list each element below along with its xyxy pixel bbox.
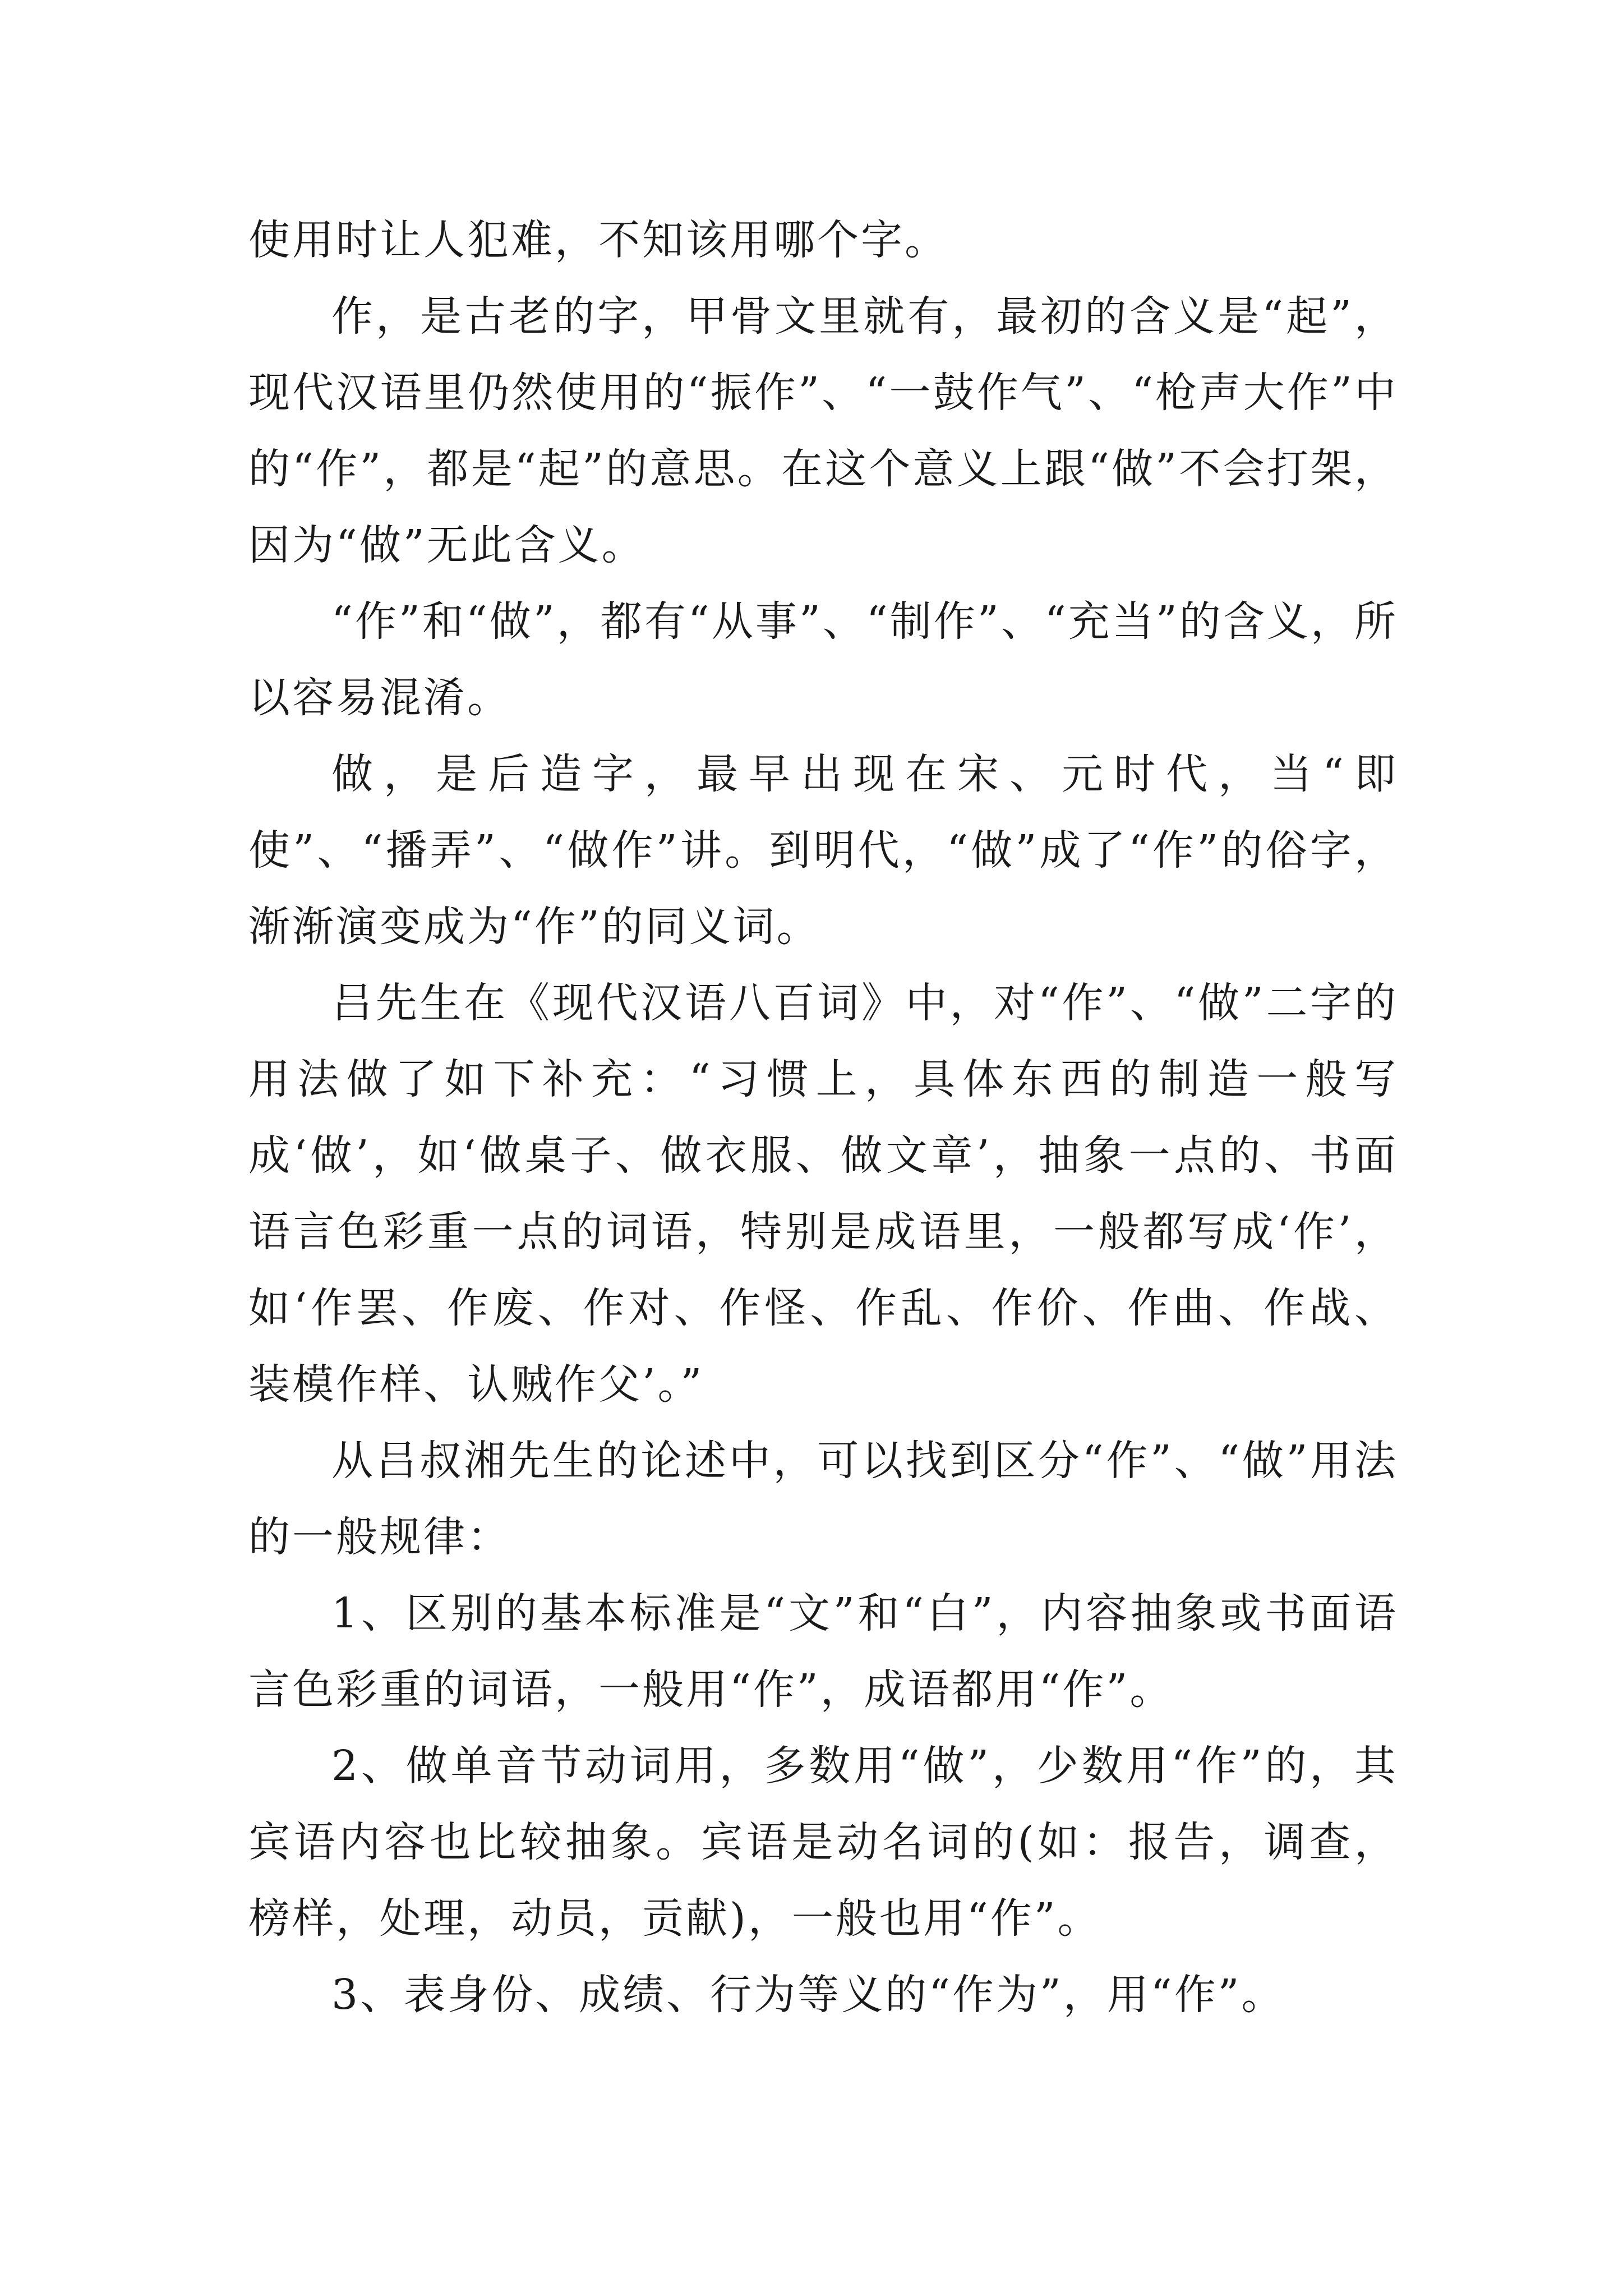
paragraph-rule-3: 3、表身份、成绩、行为等义的“作为”，用“作”。 bbox=[331, 1971, 1285, 2019]
paragraph-rule-2: 2、做单音节动词用，多数用“做”，少数用“作”的，其宾语内容也比较抽象。宾语是动名词的(如：报告，调查，榜样，处理，动员，贡献)，一般也用“作”。 bbox=[248, 1742, 1398, 1943]
paragraph-lv-quote: 吕先生在《现代汉语八百词》中，对“作”、“做”二字的用法做了如下补充：“习惯上，具体东西的制造一般写成‘做’，如‘做桌子、做衣服、做文章’，抽象一点的、书面语言色彩重一点的词语，特别是成语里，一般都写成‘作’，如‘作罢、作废、作对、作怪、作乱、作价、作曲、作战、装模作样、认贼作父’。” bbox=[248, 979, 1398, 1409]
paragraph-zuo-origin: 作，是古老的字，甲骨文里就有，最初的含义是“起”，现代汉语里仍然使用的“振作”、“一鼓作气”、“枪声大作”中的“作”，都是“起”的意思。在这个意义上跟“做”不会打架，因为“做”无此含义。 bbox=[248, 292, 1398, 569]
paragraph-rule-1: 1、区别的基本标准是“文”和“白”，内容抽象或书面语言色彩重的词语，一般用“作”，成语都用“作”。 bbox=[248, 1589, 1398, 1714]
paragraph-general-rules-intro: 从吕叔湘先生的论述中，可以找到区分“作”、“做”用法的一般规律： bbox=[248, 1437, 1398, 1561]
document-body bbox=[248, 202, 1398, 2033]
paragraph-continuation: 使用时让人犯难，不知该用哪个字。 bbox=[248, 216, 948, 264]
paragraph-shared-meaning: “作”和“做”，都有“从事”、“制作”、“充当”的含义，所以容易混淆。 bbox=[248, 597, 1398, 722]
paragraph-zuo-later-character: 做，是后造字，最早出现在宋、元时代，当“即使”、“播弄”、“做作”讲。到明代，“做”成了“作”的俗字，渐渐演变成为“作”的同义词。 bbox=[248, 750, 1398, 951]
